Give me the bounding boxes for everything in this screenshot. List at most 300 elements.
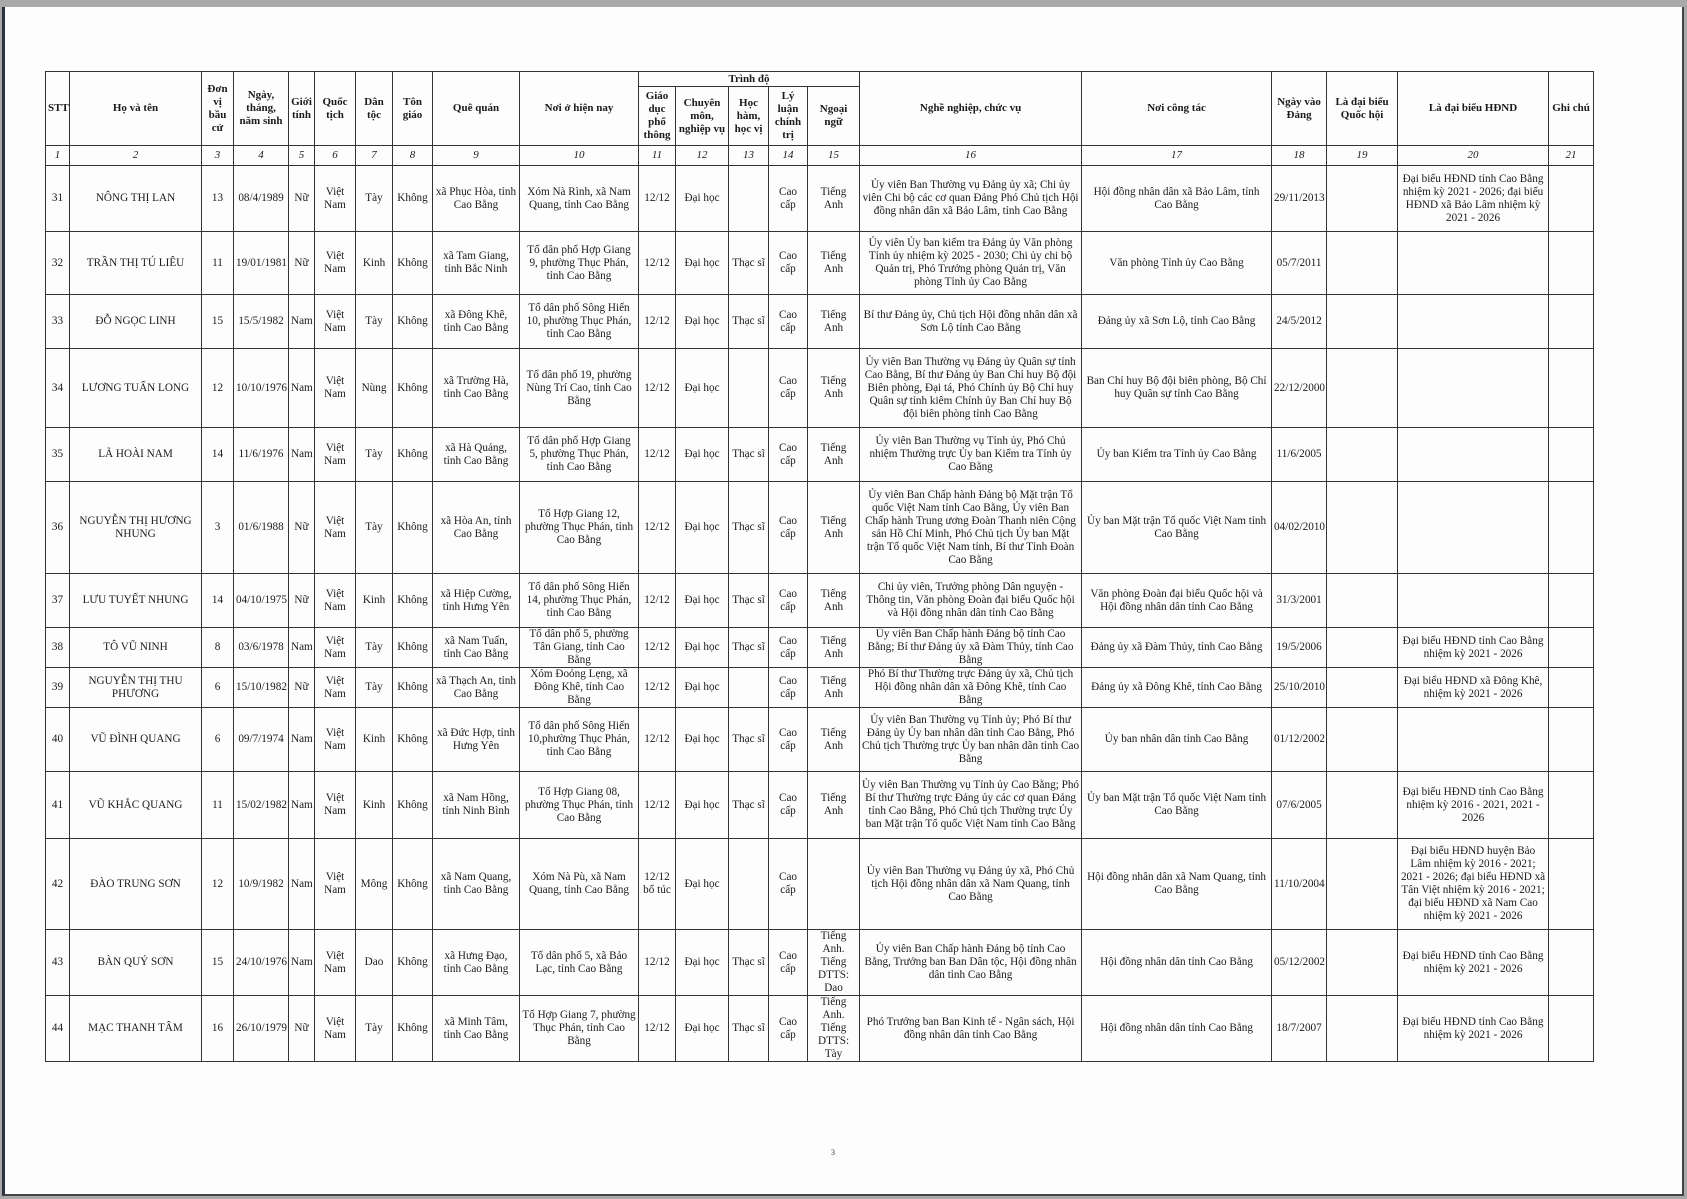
column-number: 17: [1082, 146, 1272, 166]
cell-religion: Không: [393, 232, 433, 295]
cell-professional: Đại học: [676, 166, 729, 232]
cell-political-theory: Cao cấp: [769, 839, 808, 930]
cell-occupation: Ủy viên Ban Chấp hành Đảng bộ Mặt trận Tổ quốc Việt Nam tỉnh Cao Bằng, Ủy viên Ban Chấp hành Trung ương Đoàn Thanh niên Cộng sản Hồ Chí Minh, Phó Chủ tịch Ủy ban Mặt trận Tổ quốc Việt Nam tỉnh, Bí thư Tỉnh Đoàn Cao Bằng: [860, 482, 1082, 574]
cell-pc-delegate: Đại biểu HĐND tỉnh Cao Bằng nhiệm kỳ 2021 - 2026: [1398, 628, 1549, 668]
cell-nationality: Việt Nam: [315, 839, 356, 930]
cell-stt: 34: [46, 349, 70, 428]
cell-dob: 08/4/1989: [234, 166, 289, 232]
cell-religion: Không: [393, 628, 433, 668]
cell-hometown: xã Tam Giang, tỉnh Bắc Ninh: [433, 232, 520, 295]
cell-residence: Tổ dân phố 19, phường Nùng Trí Cao, tỉnh Cao Bằng: [520, 349, 639, 428]
cell-residence: Tổ dân phố Hợp Giang 9, phường Thục Phán, tỉnh Cao Bằng: [520, 232, 639, 295]
cell-foreign-language: Tiếng Anh. Tiếng DTTS: Dao: [808, 930, 860, 996]
cell-note: [1549, 708, 1594, 772]
cell-religion: Không: [393, 349, 433, 428]
table-row: [46, 349, 1594, 428]
cell-stt: 31: [46, 166, 70, 232]
cell-occupation: Ủy viên Ban Thường vụ Đảng ủy xã; Chi ủy viên Chi bộ các cơ quan Đảng Phó Chủ tịch Hội đồng nhân dân xã Bảo Lâm, tỉnh Cao Bằng: [860, 166, 1082, 232]
cell-na-delegate: [1327, 996, 1398, 1062]
cell-ethnicity: Tày: [356, 295, 393, 349]
cell-political-theory: Cao cấp: [769, 708, 808, 772]
cell-hometown: xã Trường Hà, tỉnh Cao Bằng: [433, 349, 520, 428]
cell-unit: 14: [202, 428, 234, 482]
cell-occupation: Ủy viên Ủy ban kiểm tra Đảng ủy Văn phòng Tỉnh ủy nhiệm kỳ 2025 - 2030; Chi ủy chi bộ Quản trị, Phó Trưởng phòng Quản trị, Văn phòng Tỉnh ủy Cao Bằng: [860, 232, 1082, 295]
cell-name: NGUYỄN THỊ HƯƠNG NHUNG: [70, 482, 202, 574]
cell-nationality: Việt Nam: [315, 574, 356, 628]
cell-political-theory: Cao cấp: [769, 232, 808, 295]
cell-hometown: xã Hà Quảng, tỉnh Cao Bằng: [433, 428, 520, 482]
cell-name: VŨ KHẮC QUANG: [70, 772, 202, 839]
cell-nationality: Việt Nam: [315, 772, 356, 839]
cell-hometown: xã Hưng Đạo, tỉnh Cao Bằng: [433, 930, 520, 996]
cell-hometown: xã Phục Hòa, tỉnh Cao Bằng: [433, 166, 520, 232]
table-row: [46, 996, 1594, 1062]
cell-party-date: 18/7/2007: [1272, 996, 1327, 1062]
cell-pc-delegate: Đại biểu HĐND tỉnh Cao Bằng nhiệm kỳ 2021 - 2026: [1398, 930, 1549, 996]
cell-party-date: 19/5/2006: [1272, 628, 1327, 668]
cell-stt: 36: [46, 482, 70, 574]
cell-dob: 03/6/1978: [234, 628, 289, 668]
cell-sex: Nữ: [289, 166, 315, 232]
cell-workplace: Ủy ban Mặt trận Tổ quốc Việt Nam tỉnh Cao Bằng: [1082, 772, 1272, 839]
column-number: 10: [520, 146, 639, 166]
cell-dob: 24/10/1976: [234, 930, 289, 996]
cell-occupation: Ủy viên Ban Thường vụ Tỉnh ủy, Phó Chủ nhiệm Thường trực Ủy ban Kiểm tra Tỉnh ủy Cao Bằng: [860, 428, 1082, 482]
cell-na-delegate: [1327, 574, 1398, 628]
cell-foreign-language: Tiếng Anh: [808, 295, 860, 349]
cell-religion: Không: [393, 166, 433, 232]
cell-stt: 43: [46, 930, 70, 996]
cell-note: [1549, 772, 1594, 839]
cell-nationality: Việt Nam: [315, 996, 356, 1062]
cell-unit: 16: [202, 996, 234, 1062]
cell-hometown: xã Nam Quang, tỉnh Cao Bằng: [433, 839, 520, 930]
cell-degree: Thạc sĩ: [729, 996, 769, 1062]
cell-general-education: 12/12: [639, 996, 676, 1062]
cell-stt: 41: [46, 772, 70, 839]
cell-unit: 15: [202, 295, 234, 349]
cell-party-date: 04/02/2010: [1272, 482, 1327, 574]
cell-name: TRẦN THỊ TÚ LIÊU: [70, 232, 202, 295]
cell-occupation: Phó Bí thư Thường trực Đảng ủy xã, Chủ tịch Hội đồng nhân dân xã Đông Khê, tỉnh Cao Bằng: [860, 668, 1082, 708]
cell-name: MẠC THANH TÂM: [70, 996, 202, 1062]
cell-party-date: 11/6/2005: [1272, 428, 1327, 482]
cell-sex: Nữ: [289, 996, 315, 1062]
cell-foreign-language: Tiếng Anh: [808, 668, 860, 708]
cell-general-education: 12/12: [639, 349, 676, 428]
cell-sex: Nam: [289, 628, 315, 668]
cell-professional: Đại học: [676, 232, 729, 295]
cell-unit: 6: [202, 668, 234, 708]
cell-workplace: Hội đồng nhân dân xã Nam Quang, tỉnh Cao Bằng: [1082, 839, 1272, 930]
cell-degree: Thạc sĩ: [729, 295, 769, 349]
cell-degree: Thạc sĩ: [729, 628, 769, 668]
cell-sex: Nam: [289, 772, 315, 839]
cell-foreign-language: Tiếng Anh: [808, 482, 860, 574]
header-dan-toc: Dân tộc: [356, 72, 393, 146]
table-row: [46, 628, 1594, 668]
column-number: 3: [202, 146, 234, 166]
header-ngoai-ngu: Ngoại ngữ: [808, 87, 860, 146]
cell-ethnicity: Nùng: [356, 349, 393, 428]
cell-hometown: xã Minh Tâm, tỉnh Cao Bằng: [433, 996, 520, 1062]
cell-pc-delegate: [1398, 708, 1549, 772]
header-dbqh: Là đại biểu Quốc hội: [1327, 72, 1398, 146]
cell-general-education: 12/12: [639, 668, 676, 708]
cell-sex: Nam: [289, 708, 315, 772]
cell-occupation: Phó Trưởng ban Ban Kinh tế - Ngân sách, Hội đồng nhân dân tỉnh Cao Bằng: [860, 996, 1082, 1062]
column-number: 20: [1398, 146, 1549, 166]
cell-party-date: 07/6/2005: [1272, 772, 1327, 839]
cell-occupation: Ủy viên Ban Thường vụ Tỉnh ủy; Phó Bí thư Đảng ủy Ủy ban nhân dân tỉnh Cao Bằng, Phó Chủ tịch Thường trực Ủy ban nhân dân tỉnh Cao Bằng: [860, 708, 1082, 772]
cell-professional: Đại học: [676, 295, 729, 349]
cell-hometown: xã Nam Hồng, tỉnh Ninh Bình: [433, 772, 520, 839]
cell-party-date: 01/12/2002: [1272, 708, 1327, 772]
cell-professional: Đại học: [676, 708, 729, 772]
column-number: 5: [289, 146, 315, 166]
cell-na-delegate: [1327, 930, 1398, 996]
cell-ethnicity: Mông: [356, 839, 393, 930]
column-number: 14: [769, 146, 808, 166]
cell-unit: 8: [202, 628, 234, 668]
column-number: 15: [808, 146, 860, 166]
cell-religion: Không: [393, 708, 433, 772]
cell-sex: Nam: [289, 839, 315, 930]
cell-dob: 11/6/1976: [234, 428, 289, 482]
page-number: 3: [831, 1148, 835, 1157]
cell-workplace: Ủy ban Mặt trận Tổ quốc Việt Nam tỉnh Cao Bằng: [1082, 482, 1272, 574]
cell-residence: Tổ dân phố Sông Hiến 10,phường Thục Phán, tỉnh Cao Bằng: [520, 708, 639, 772]
cell-dob: 26/10/1979: [234, 996, 289, 1062]
cell-general-education: 12/12: [639, 930, 676, 996]
cell-pc-delegate: Đại biểu HĐND tỉnh Cao Bằng nhiệm kỳ 2016 - 2021, 2021 - 2026: [1398, 772, 1549, 839]
cell-note: [1549, 930, 1594, 996]
cell-dob: 15/02/1982: [234, 772, 289, 839]
cell-name: LƯU TUYẾT NHUNG: [70, 574, 202, 628]
cell-note: [1549, 295, 1594, 349]
cell-degree: Thạc sĩ: [729, 428, 769, 482]
header-ho-ten: Họ và tên: [70, 72, 202, 146]
cell-note: [1549, 839, 1594, 930]
cell-na-delegate: [1327, 628, 1398, 668]
cell-degree: [729, 839, 769, 930]
cell-ethnicity: Dao: [356, 930, 393, 996]
cell-dob: 10/10/1976: [234, 349, 289, 428]
cell-hometown: xã Đông Khê, tỉnh Cao Bằng: [433, 295, 520, 349]
cell-dob: 10/9/1982: [234, 839, 289, 930]
cell-general-education: 12/12: [639, 574, 676, 628]
header-don-vi: Đơn vị bầu cử: [202, 72, 234, 146]
cell-na-delegate: [1327, 232, 1398, 295]
cell-party-date: 25/10/2010: [1272, 668, 1327, 708]
cell-hometown: xã Nam Tuấn, tỉnh Cao Bằng: [433, 628, 520, 668]
cell-stt: 37: [46, 574, 70, 628]
cell-general-education: 12/12: [639, 428, 676, 482]
cell-degree: Thạc sĩ: [729, 708, 769, 772]
cell-ethnicity: Tày: [356, 668, 393, 708]
column-number: 16: [860, 146, 1082, 166]
cell-general-education: 12/12: [639, 628, 676, 668]
header-que-quan: Quê quán: [433, 72, 520, 146]
cell-party-date: 11/10/2004: [1272, 839, 1327, 930]
cell-na-delegate: [1327, 482, 1398, 574]
cell-party-date: 05/12/2002: [1272, 930, 1327, 996]
cell-hometown: xã Hiệp Cường, tỉnh Hưng Yên: [433, 574, 520, 628]
cell-dob: 09/7/1974: [234, 708, 289, 772]
cell-stt: 39: [46, 668, 70, 708]
cell-foreign-language: Tiếng Anh: [808, 232, 860, 295]
cell-dob: 19/01/1981: [234, 232, 289, 295]
cell-stt: 42: [46, 839, 70, 930]
column-number: 21: [1549, 146, 1594, 166]
cell-political-theory: Cao cấp: [769, 574, 808, 628]
cell-residence: Tổ Hợp Giang 7, phường Thục Phán, tỉnh Cao Bằng: [520, 996, 639, 1062]
cell-foreign-language: Tiếng Anh. Tiếng DTTS: Tày: [808, 996, 860, 1062]
cell-professional: Đại học: [676, 772, 729, 839]
header-ghi-chu: Ghi chú: [1549, 72, 1594, 146]
cell-hometown: xã Hòa An, tỉnh Cao Bằng: [433, 482, 520, 574]
cell-na-delegate: [1327, 668, 1398, 708]
cell-pc-delegate: [1398, 574, 1549, 628]
cell-foreign-language: Tiếng Anh: [808, 628, 860, 668]
cell-degree: Thạc sĩ: [729, 772, 769, 839]
cell-note: [1549, 349, 1594, 428]
cell-name: ĐÀO TRUNG SƠN: [70, 839, 202, 930]
cell-na-delegate: [1327, 349, 1398, 428]
table-row: [46, 166, 1594, 232]
column-number: 18: [1272, 146, 1327, 166]
table-row: [46, 930, 1594, 996]
cell-pc-delegate: Đại biểu HĐND tỉnh Cao Bằng nhiệm kỳ 2021 - 2026: [1398, 996, 1549, 1062]
cell-ethnicity: Tày: [356, 428, 393, 482]
cell-name: ĐỖ NGỌC LINH: [70, 295, 202, 349]
column-number: 8: [393, 146, 433, 166]
cell-pc-delegate: [1398, 349, 1549, 428]
cell-nationality: Việt Nam: [315, 628, 356, 668]
cell-degree: [729, 166, 769, 232]
cell-na-delegate: [1327, 166, 1398, 232]
cell-workplace: Hội đồng nhân dân xã Bảo Lâm, tỉnh Cao Bằng: [1082, 166, 1272, 232]
header-ly-luan: Lý luận chính trị: [769, 87, 808, 146]
cell-political-theory: Cao cấp: [769, 930, 808, 996]
cell-ethnicity: Kinh: [356, 772, 393, 839]
cell-pc-delegate: Đại biểu HĐND huyện Bảo Lâm nhiệm kỳ 2016 - 2021; 2021 - 2026; đại biểu HĐND xã Tân Việt nhiệm kỳ 2016 - 2021; đại biểu HĐND xã Nam Cao nhiệm kỳ 2021 - 2026: [1398, 839, 1549, 930]
cell-party-date: 05/7/2011: [1272, 232, 1327, 295]
cell-party-date: 22/12/2000: [1272, 349, 1327, 428]
cell-note: [1549, 232, 1594, 295]
cell-religion: Không: [393, 295, 433, 349]
header-nghe-nghiep: Nghề nghiệp, chức vụ: [860, 72, 1082, 146]
cell-pc-delegate: [1398, 428, 1549, 482]
table-row: [46, 428, 1594, 482]
cell-nationality: Việt Nam: [315, 295, 356, 349]
cell-occupation: Ủy viên Ban Thường vụ Đảng ủy xã, Phó Chủ tịch Hội đồng nhân dân xã Nam Quang, tỉnh Cao Bằng: [860, 839, 1082, 930]
header-chuyen-mon: Chuyên môn, nghiệp vụ: [676, 87, 729, 146]
cell-occupation: Ủy viên Ban Thường vụ Tỉnh ủy Cao Bằng; Phó Bí thư Thường trực Đảng ủy các cơ quan Đảng tỉnh Cao Bằng, Phó Chủ tịch Thường trực Ủy ban Mặt trận Tổ quốc Việt Nam tỉnh Cao Bằng: [860, 772, 1082, 839]
cell-nationality: Việt Nam: [315, 668, 356, 708]
cell-political-theory: Cao cấp: [769, 295, 808, 349]
cell-pc-delegate: Đại biểu HĐND tỉnh Cao Bằng nhiệm kỳ 2021 - 2026; đại biểu HĐND xã Bảo Lâm nhiệm kỳ 2021 - 2026: [1398, 166, 1549, 232]
cell-ethnicity: Tày: [356, 628, 393, 668]
cell-ethnicity: Kinh: [356, 708, 393, 772]
cell-political-theory: Cao cấp: [769, 428, 808, 482]
cell-degree: [729, 349, 769, 428]
table-row: [46, 295, 1594, 349]
table-row: [46, 232, 1594, 295]
table-row: [46, 772, 1594, 839]
cell-stt: 33: [46, 295, 70, 349]
cell-political-theory: Cao cấp: [769, 166, 808, 232]
cell-foreign-language: Tiếng Anh: [808, 574, 860, 628]
cell-hometown: xã Thạch An, tỉnh Cao Bằng: [433, 668, 520, 708]
document-page: [2, 7, 1684, 1196]
cell-note: [1549, 996, 1594, 1062]
cell-unit: 12: [202, 349, 234, 428]
cell-name: VŨ ĐÌNH QUANG: [70, 708, 202, 772]
cell-occupation: Ủy viên Ban Thường vụ Đảng ủy Quân sự tỉnh Cao Bằng, Bí thư Đảng ủy Ban Chỉ huy Bộ đội Biên phòng, Đại tá, Phó Chính ủy Bộ Chỉ huy Quân sự tỉnh kiêm Chính ủy Ban Chỉ huy Bộ đội biên phòng tỉnh Cao Bằng: [860, 349, 1082, 428]
cell-general-education: 12/12: [639, 295, 676, 349]
cell-professional: Đại học: [676, 349, 729, 428]
cell-political-theory: Cao cấp: [769, 349, 808, 428]
cell-workplace: Hội đồng nhân dân tỉnh Cao Bằng: [1082, 930, 1272, 996]
header-quoc-tich: Quốc tịch: [315, 72, 356, 146]
cell-name: LÃ HOÀI NAM: [70, 428, 202, 482]
cell-workplace: Đảng ủy xã Sơn Lộ, tỉnh Cao Bằng: [1082, 295, 1272, 349]
cell-unit: 11: [202, 232, 234, 295]
cell-note: [1549, 166, 1594, 232]
table-row: [46, 482, 1594, 574]
cell-sex: Nam: [289, 930, 315, 996]
cell-general-education: 12/12: [639, 708, 676, 772]
cell-professional: Đại học: [676, 482, 729, 574]
cell-stt: 32: [46, 232, 70, 295]
column-number: 13: [729, 146, 769, 166]
candidate-table: [45, 71, 1594, 1062]
header-ngay-sinh: Ngày, tháng, năm sinh: [234, 72, 289, 146]
cell-dob: 01/6/1988: [234, 482, 289, 574]
cell-unit: 14: [202, 574, 234, 628]
column-number: 19: [1327, 146, 1398, 166]
column-number: 7: [356, 146, 393, 166]
cell-na-delegate: [1327, 428, 1398, 482]
cell-political-theory: Cao cấp: [769, 668, 808, 708]
cell-degree: [729, 668, 769, 708]
column-number: 1: [46, 146, 70, 166]
cell-general-education: 12/12: [639, 166, 676, 232]
cell-political-theory: Cao cấp: [769, 996, 808, 1062]
cell-unit: 13: [202, 166, 234, 232]
cell-professional: Đại học: [676, 668, 729, 708]
cell-general-education: 12/12 bổ túc: [639, 839, 676, 930]
column-number: 4: [234, 146, 289, 166]
cell-professional: Đại học: [676, 930, 729, 996]
cell-party-date: 29/11/2013: [1272, 166, 1327, 232]
header-giao-duc: Giáo dục phổ thông: [639, 87, 676, 146]
cell-religion: Không: [393, 930, 433, 996]
header-noi-o: Nơi ở hiện nay: [520, 72, 639, 146]
cell-name: BÀN QUÝ SƠN: [70, 930, 202, 996]
cell-ethnicity: Kinh: [356, 232, 393, 295]
cell-dob: 15/5/1982: [234, 295, 289, 349]
cell-nationality: Việt Nam: [315, 428, 356, 482]
cell-political-theory: Cao cấp: [769, 772, 808, 839]
cell-residence: Tổ dân phố Sông Hiến 10, phường Thục Phán, tỉnh Cao Bằng: [520, 295, 639, 349]
cell-foreign-language: Tiếng Anh: [808, 708, 860, 772]
cell-occupation: Chi ủy viên, Trưởng phòng Dân nguyện - Thông tin, Văn phòng Đoàn đại biểu Quốc hội và Hội đồng nhân dân tỉnh Cao Bằng: [860, 574, 1082, 628]
cell-residence: Tổ dân phố Sông Hiến 14, phường Thục Phán, tỉnh Cao Bằng: [520, 574, 639, 628]
cell-political-theory: Cao cấp: [769, 482, 808, 574]
cell-religion: Không: [393, 482, 433, 574]
cell-religion: Không: [393, 996, 433, 1062]
cell-dob: 04/10/1975: [234, 574, 289, 628]
cell-pc-delegate: [1398, 232, 1549, 295]
cell-sex: Nữ: [289, 232, 315, 295]
cell-religion: Không: [393, 668, 433, 708]
cell-foreign-language: Tiếng Anh: [808, 166, 860, 232]
cell-workplace: Ban Chỉ huy Bộ đội biên phòng, Bộ Chỉ huy Quân sự tỉnh Cao Bằng: [1082, 349, 1272, 428]
cell-na-delegate: [1327, 839, 1398, 930]
cell-residence: Tổ dân phố 5, phường Tân Giang, tỉnh Cao Bằng: [520, 628, 639, 668]
cell-nationality: Việt Nam: [315, 232, 356, 295]
cell-professional: Đại học: [676, 574, 729, 628]
cell-party-date: 31/3/2001: [1272, 574, 1327, 628]
cell-stt: 35: [46, 428, 70, 482]
cell-residence: Xóm Nà Pù, xã Nam Quang, tỉnh Cao Bằng: [520, 839, 639, 930]
cell-note: [1549, 482, 1594, 574]
cell-general-education: 12/12: [639, 772, 676, 839]
table-row: [46, 839, 1594, 930]
cell-nationality: Việt Nam: [315, 166, 356, 232]
cell-occupation: Bí thư Đảng ủy, Chủ tịch Hội đồng nhân dân xã Sơn Lộ tỉnh Cao Bằng: [860, 295, 1082, 349]
cell-na-delegate: [1327, 772, 1398, 839]
cell-professional: Đại học: [676, 428, 729, 482]
cell-workplace: Ủy ban Kiểm tra Tỉnh ủy Cao Bằng: [1082, 428, 1272, 482]
table-row: [46, 708, 1594, 772]
header-trinh-do: Trình độ: [639, 72, 860, 87]
column-number: 2: [70, 146, 202, 166]
cell-general-education: 12/12: [639, 482, 676, 574]
cell-workplace: Văn phòng Đoàn đại biểu Quốc hội và Hội đồng nhân dân tỉnh Cao Bằng: [1082, 574, 1272, 628]
cell-residence: Tổ dân phố Hợp Giang 5, phường Thục Phán, tỉnh Cao Bằng: [520, 428, 639, 482]
cell-residence: Xóm Nà Rình, xã Nam Quang, tỉnh Cao Bằng: [520, 166, 639, 232]
cell-occupation: Ủy viên Ban Chấp hành Đảng bộ tỉnh Cao Bằng, Trưởng ban Ban Dân tộc, Hội đồng nhân dân tỉnh Cao Bằng: [860, 930, 1082, 996]
table-row: [46, 668, 1594, 708]
cell-name: NÔNG THỊ LAN: [70, 166, 202, 232]
header-gioi-tinh: Giới tính: [289, 72, 315, 146]
cell-nationality: Việt Nam: [315, 708, 356, 772]
table-row: [46, 574, 1594, 628]
cell-stt: 40: [46, 708, 70, 772]
cell-pc-delegate: [1398, 295, 1549, 349]
cell-professional: Đại học: [676, 628, 729, 668]
cell-sex: Nữ: [289, 482, 315, 574]
cell-note: [1549, 628, 1594, 668]
cell-nationality: Việt Nam: [315, 482, 356, 574]
cell-na-delegate: [1327, 708, 1398, 772]
cell-religion: Không: [393, 772, 433, 839]
cell-unit: 3: [202, 482, 234, 574]
cell-degree: Thạc sĩ: [729, 482, 769, 574]
cell-ethnicity: Tày: [356, 166, 393, 232]
cell-ethnicity: Tày: [356, 482, 393, 574]
header-hoc-ham: Học hàm, học vị: [729, 87, 769, 146]
cell-workplace: Đảng ủy xã Đàm Thủy, tỉnh Cao Bằng: [1082, 628, 1272, 668]
cell-note: [1549, 574, 1594, 628]
cell-general-education: 12/12: [639, 232, 676, 295]
cell-workplace: Hội đồng nhân dân tỉnh Cao Bằng: [1082, 996, 1272, 1062]
cell-stt: 38: [46, 628, 70, 668]
cell-residence: Tổ Hợp Giang 12, phường Thục Phán, tỉnh Cao Bằng: [520, 482, 639, 574]
